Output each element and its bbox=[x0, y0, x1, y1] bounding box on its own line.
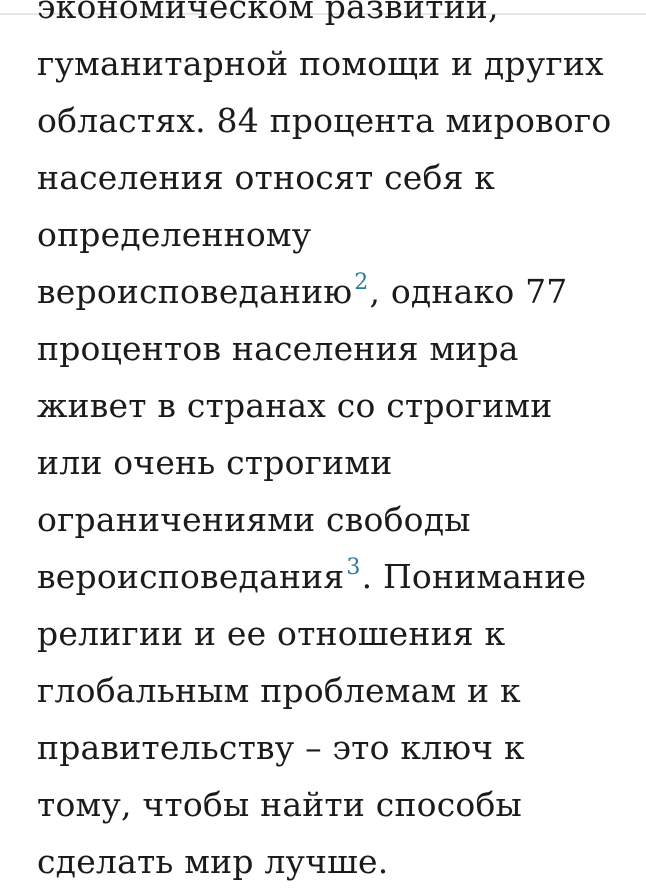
text-line: областях. 84 процента мирового bbox=[37, 101, 612, 140]
text-line: гуманитарной помощи и других bbox=[37, 44, 604, 83]
text-line: или очень строгими bbox=[37, 443, 393, 482]
text-line: религии и ее отношения к bbox=[37, 614, 506, 653]
text-fragment: вероисповеданию bbox=[37, 272, 353, 311]
footnote-ref-3[interactable]: 3 bbox=[346, 555, 361, 580]
text-line: экономическом развитии, bbox=[37, 0, 499, 26]
text-line: сделать мир лучше. bbox=[37, 842, 389, 881]
text-line: процентов населения мира bbox=[37, 329, 519, 368]
text-line: живет в странах со строгими bbox=[37, 386, 553, 425]
text-line: тому, чтобы найти способы bbox=[37, 785, 522, 824]
text-line: правительству – это ключ к bbox=[37, 728, 525, 767]
text-line: определенному bbox=[37, 215, 312, 254]
text-line: населения относят себя к bbox=[37, 158, 496, 197]
text-line-with-footnote bbox=[37, 548, 627, 605]
text-line-with-footnote bbox=[37, 263, 627, 320]
text-fragment: вероисповедания bbox=[37, 557, 345, 596]
article-body bbox=[37, 0, 627, 890]
text-line: глобальным проблемам и к bbox=[37, 671, 521, 710]
text-fragment: . Понимание bbox=[361, 557, 587, 596]
text-line: ограничениями свободы bbox=[37, 500, 471, 539]
footnote-ref-2[interactable]: 2 bbox=[354, 270, 369, 295]
text-fragment: , однако 77 bbox=[369, 272, 568, 311]
